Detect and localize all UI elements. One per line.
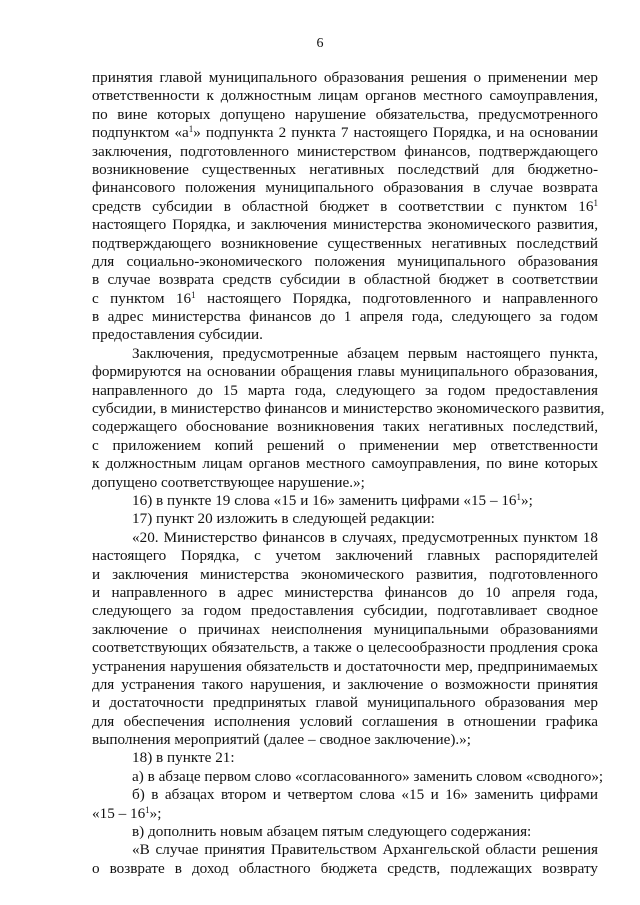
line-text: устранения нарушения обязательств и достаточности мер, предпринимаемых [92, 657, 598, 675]
superscript: 1 [593, 197, 598, 208]
text-line [92, 124, 598, 142]
document-body [92, 69, 605, 878]
text-line [92, 823, 598, 841]
text-line [92, 198, 598, 216]
line-text: принятия главой муниципального образования решения о применении мер [92, 69, 598, 86]
text-line [92, 805, 598, 823]
line-text: допущено соответствующее нарушение.»; [92, 473, 365, 491]
text-line [92, 400, 605, 418]
line-text: в) дополнить новым абзацем пятым следующего содержания: [132, 823, 532, 841]
text-line [92, 584, 598, 602]
line-text: «15 – 16 [92, 804, 146, 822]
line-text: «В случае принятия Правительством Архангельской области решения [132, 841, 598, 859]
text-line [92, 161, 598, 179]
line-text: соответствующих обязательств, а также о целесообразности продления срока [92, 639, 598, 657]
line-text: направленного до 15 марта года, следующего за годом предоставления [92, 381, 598, 399]
text-line [92, 326, 598, 344]
text-line [92, 382, 598, 400]
line-text: в случае возврата средств субсидии в областной бюджет в соответствии [92, 271, 598, 289]
line-text: по вине которых допущено нарушение обязательства, предусмотренного [92, 105, 598, 123]
page-number: 6 [316, 36, 324, 51]
text-line [92, 676, 598, 694]
text-line [92, 547, 598, 565]
text-line [92, 713, 598, 731]
text-line [92, 271, 598, 289]
line-text: подпунктом «а [92, 124, 189, 142]
text-line [92, 179, 598, 197]
line-text: настоящего Порядка, и заключения министерства экономического развития, [92, 216, 598, 234]
line-text: следующего за годом предоставления субсидии, подготавливает сводное [92, 602, 598, 620]
line-text: с пунктом 16 [92, 289, 192, 307]
line-text: ответственности к должностным лицам органов местного самоуправления, [92, 87, 598, 105]
line-text: а) в абзаце первом слово «согласованного» заменить словом «сводного»; [132, 767, 604, 785]
line-text: заключение о причинах неисполнения муниципальными образованиями [92, 620, 598, 638]
text-line [92, 749, 598, 767]
superscript: 1 [191, 289, 196, 300]
line-text: средств субсидии в областной бюджет в соответствии с пунктом 16 [92, 197, 594, 215]
text-line [92, 455, 598, 473]
text-line [92, 363, 598, 381]
text-line [92, 566, 598, 584]
line-text: финансового положения муниципального образования в случае возврата [92, 179, 598, 197]
text-line [92, 253, 598, 271]
text-line [92, 492, 598, 510]
text-line [92, 658, 598, 676]
line-text: о возврате в доход областного бюджета средств, подлежащих возврату [92, 859, 598, 877]
text-line [92, 731, 598, 749]
text-line [92, 474, 598, 492]
text-line [92, 235, 598, 253]
line-text: 18) в пункте 21: [132, 749, 235, 767]
line-text: заключения, подготовленного министерством финансов, подтверждающего [92, 142, 598, 160]
line-text: б) в абзацах втором и четвертом слова «15 и 16» заменить цифрами [132, 786, 598, 804]
text-line [92, 143, 598, 161]
text-line [92, 216, 598, 234]
line-text-continued: настоящего Порядка, подготовленного и направленного [195, 289, 599, 307]
line-text: формируются на основании обращения главы муниципального образования, [92, 363, 598, 381]
text-line [92, 418, 598, 436]
line-text-continued: » подпункта 2 пункта 7 настоящего Порядка, и на основании [193, 124, 598, 142]
line-text: для устранения такого нарушения, и заключение о возможности принятия [92, 675, 598, 693]
line-text: подтверждающего возникновение существенных негативных последствий [92, 234, 598, 252]
line-text: 16) в пункте 19 слова «15 и 16» заменить цифрами «15 – 16 [132, 491, 517, 509]
text-line [92, 602, 598, 620]
text-line [92, 437, 598, 455]
line-text: 17) пункт 20 изложить в следующей редакции: [132, 510, 435, 528]
text-line [92, 841, 598, 859]
superscript: 1 [516, 491, 522, 502]
line-text: в адрес министерства финансов до 1 апреля года, следующего за годом [92, 308, 598, 326]
line-text: возникновение существенных негативных последствий для бюджетно- [92, 160, 598, 178]
text-line [92, 621, 598, 639]
line-text: к должностным лицам органов местного самоуправления, по вине которых [92, 455, 598, 473]
line-text: для обеспечения исполнения условий соглашения в отношении графика [92, 712, 598, 730]
line-text: содержащего обоснование возникновения таких негативных последствий, [92, 418, 598, 436]
text-line [92, 308, 598, 326]
text-line [92, 345, 598, 363]
line-text-continued: »; [521, 491, 533, 509]
line-text: выполнения мероприятий (далее – сводное заключение).»; [92, 731, 471, 749]
line-text: «20. Министерство финансов в случаях, предусмотренных пунктом 18 [132, 528, 598, 546]
line-text: предоставления субсидии. [92, 326, 263, 344]
line-text: и достаточности предпринятых главой муниципального образования мер [92, 694, 598, 712]
line-text: с приложением копий решений о применении мер ответственности [92, 436, 598, 454]
text-line [92, 529, 598, 547]
line-text: Заключения, предусмотренные абзацем первым настоящего пункта, [132, 344, 598, 362]
text-line [92, 860, 598, 878]
text-line [92, 510, 598, 528]
text-line [92, 69, 598, 87]
line-text: для социально-экономического положения муниципального образования [92, 252, 598, 270]
text-line [92, 87, 598, 105]
line-text: и направленного в адрес министерства финансов до 10 апреля года, [92, 583, 598, 601]
text-line [92, 767, 604, 786]
text-line [92, 694, 598, 712]
text-line [92, 290, 598, 308]
line-text: настоящего Порядка, с учетом заключений главных распорядителей [92, 547, 598, 565]
text-line [92, 639, 598, 657]
line-text: и заключения министерства экономического развития, подготовленного [92, 565, 598, 583]
line-text: субсидии, в министерство финансов и министерство экономического развития, [92, 400, 605, 418]
text-line [92, 786, 598, 804]
text-line [92, 106, 598, 124]
line-text-continued: »; [149, 804, 162, 822]
superscript: 1 [145, 804, 150, 815]
superscript: 1 [188, 124, 194, 135]
